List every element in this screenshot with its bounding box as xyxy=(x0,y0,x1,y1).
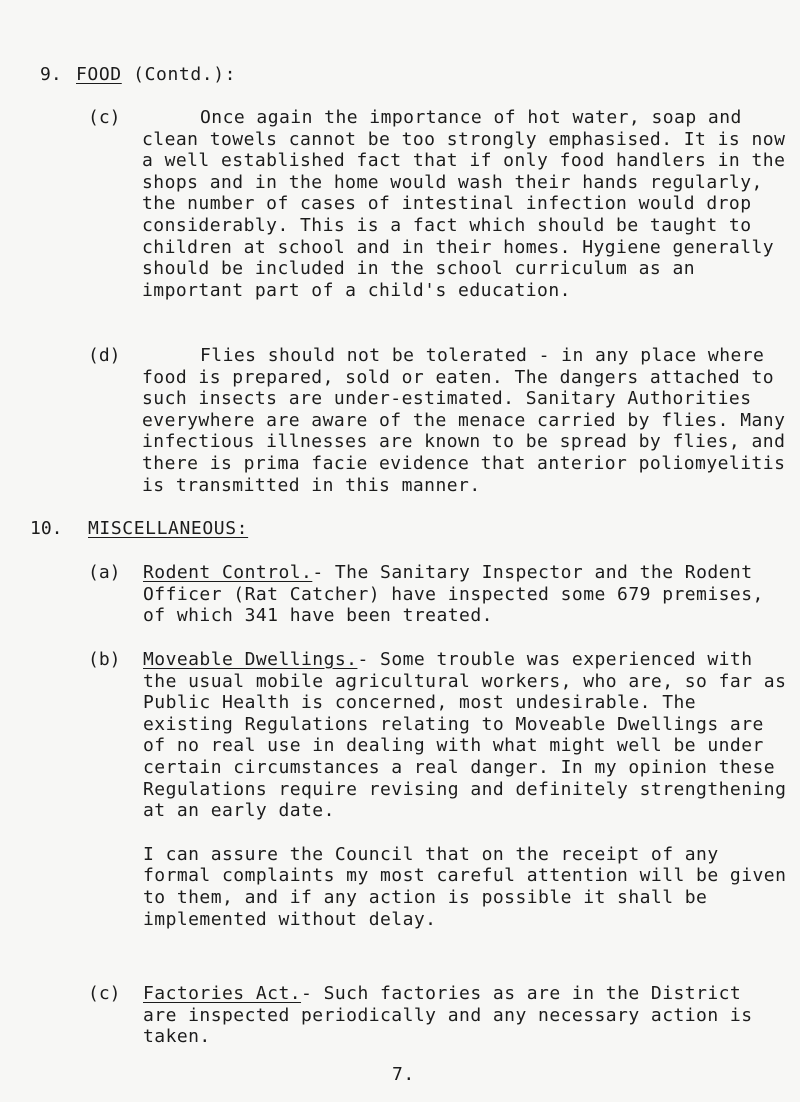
section-heading-text: MISCELLANEOUS: xyxy=(88,518,249,539)
item-title: Rodent Control. xyxy=(143,562,313,583)
section-heading xyxy=(88,518,248,540)
paragraph-text: - Such factories as are in the District are inspected periodically and any necessary action is taken. xyxy=(143,983,753,1048)
paragraph-10a xyxy=(143,562,773,627)
paragraph-text: - The Sanitary Inspector and the Rodent Officer (Rat Catcher) have inspected some 679 premises, of which 341 have been treated. xyxy=(143,562,764,627)
paragraph-text: I can assure the Council that on the receipt of any formal complaints my most careful attention will be given to them, and if any action is possible it shall be implemented without delay. xyxy=(143,843,787,930)
paragraph-text: Flies should not be tolerated - in any place where food is prepared, sold or eaten. The dangers attached to such insects are under-estimated. Sanitary Authorities everywhere are aware of the menace carried by flies. Many infectious illnesses are known to be spread by flies, and there is prima facie evidence that anterior poliomyelitis is transmitted in this manner. xyxy=(142,345,786,496)
paragraph-text-2 xyxy=(143,844,793,930)
paragraph-body xyxy=(143,649,793,822)
item-label: (a) xyxy=(88,562,121,583)
section-heading xyxy=(76,64,236,86)
section-number: 10. xyxy=(30,518,63,539)
paragraph-9c xyxy=(142,107,792,301)
paragraph-10c xyxy=(143,983,773,1048)
paragraph-body xyxy=(143,983,773,1048)
paragraph-text: - Some trouble was experienced with the usual mobile agricultural workers, who are, so far as Public Health is concerned, most undesirable. The existing Regulations relating to Moveable Dwellings are of no real use in dealing with what might well be under certain circumstances a real danger. In my opinion these Regulations require revising and definitely strengthening at an early date. xyxy=(143,649,787,822)
item-label: (b) xyxy=(88,649,121,670)
section-heading-suffix: (Contd.): xyxy=(121,64,237,85)
item-title: Factories Act. xyxy=(143,983,302,1004)
item-label: (c) xyxy=(88,983,121,1004)
paragraph-10b xyxy=(143,649,793,930)
paragraph-body xyxy=(143,562,773,627)
paragraph-text: Once again the importance of hot water, soap and clean towels cannot be too strongly emphasised. It is now a well established fact that if only food handlers in the shops and in the home would wash their hands regularly, the number of cases of intestinal infection would drop considerably. This is a fact which should be taught to children at school and in their homes. Hygiene generally should be included in the school curriculum as an important part of a child's education. xyxy=(142,107,786,301)
page-number: 7. xyxy=(392,1064,415,1085)
item-label: (c) xyxy=(88,107,121,128)
section-heading-text: FOOD xyxy=(76,64,122,85)
item-label: (d) xyxy=(88,345,121,366)
section-number: 9. xyxy=(40,64,62,85)
paragraph-9d xyxy=(142,345,792,496)
item-title: Moveable Dwellings. xyxy=(143,649,358,670)
